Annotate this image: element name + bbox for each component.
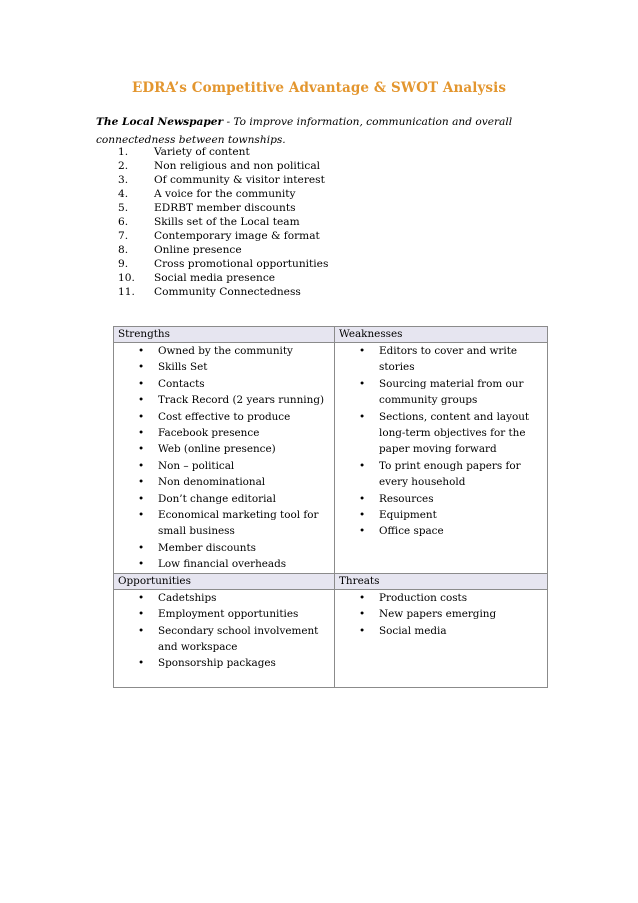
bullet-icon: • bbox=[359, 509, 366, 522]
list-number: 10. bbox=[118, 272, 135, 284]
bullet-item bbox=[138, 540, 330, 556]
list-number: 2. bbox=[118, 160, 129, 172]
bullet-icon: • bbox=[138, 476, 145, 489]
list-text: Cross promotional opportunities bbox=[154, 258, 329, 270]
list-number: 4. bbox=[118, 188, 129, 200]
list-number: 8. bbox=[118, 244, 129, 256]
bullet-item bbox=[138, 441, 330, 457]
bullet-item bbox=[359, 458, 543, 491]
bullet-icon: • bbox=[359, 410, 366, 423]
bullet-item bbox=[359, 507, 543, 523]
bullet-item bbox=[359, 523, 543, 539]
bullet-text: Production costs bbox=[379, 591, 468, 604]
list-item bbox=[118, 271, 328, 285]
bullet-icon: • bbox=[138, 657, 145, 670]
list-text: Skills set of the Local team bbox=[154, 216, 300, 228]
list-number: 6. bbox=[118, 216, 129, 228]
bullet-icon: • bbox=[138, 608, 145, 621]
intro-text: - To improve information, communication and overall connectedness between townships. bbox=[96, 116, 513, 146]
swot-table bbox=[113, 326, 548, 688]
weaknesses-list bbox=[339, 343, 543, 540]
bullet-icon: • bbox=[138, 443, 145, 456]
bullet-item bbox=[138, 409, 330, 425]
threats-header: Threats bbox=[335, 573, 548, 589]
list-item bbox=[118, 285, 328, 299]
list-number: 9. bbox=[118, 258, 129, 270]
swot-header-row bbox=[114, 327, 548, 343]
bullet-icon: • bbox=[138, 509, 145, 522]
strengths-header: Strengths bbox=[114, 327, 335, 343]
bullet-text: Track Record (2 years running) bbox=[158, 394, 325, 407]
bullet-item bbox=[359, 491, 543, 507]
bullet-text: Equipment bbox=[379, 509, 437, 522]
intro-paragraph bbox=[96, 114, 536, 149]
bullet-text: Low financial overheads bbox=[158, 558, 287, 571]
list-text: Variety of content bbox=[154, 146, 250, 158]
bullet-icon: • bbox=[138, 459, 145, 472]
bullet-text: Employment opportunities bbox=[158, 608, 299, 621]
bullet-text: Economical marketing tool for small business bbox=[158, 509, 319, 538]
bullet-icon: • bbox=[138, 361, 145, 374]
strengths-list bbox=[118, 343, 330, 573]
bullet-item bbox=[138, 590, 330, 606]
bullet-item bbox=[138, 556, 330, 572]
bullet-item bbox=[138, 359, 330, 375]
bullet-icon: • bbox=[138, 591, 145, 604]
list-item bbox=[118, 201, 328, 215]
opportunities-header: Opportunities bbox=[114, 573, 335, 589]
bullet-icon: • bbox=[359, 591, 366, 604]
bullet-item bbox=[138, 343, 330, 359]
bullet-item bbox=[138, 507, 330, 540]
list-number: 3. bbox=[118, 174, 129, 186]
list-text: Non religious and non political bbox=[154, 160, 321, 172]
bullet-item bbox=[138, 606, 330, 622]
list-item bbox=[118, 257, 328, 271]
bullet-icon: • bbox=[138, 541, 145, 554]
bullet-item bbox=[359, 623, 543, 639]
bullet-text: To print enough papers for every household bbox=[379, 459, 521, 489]
bullet-icon: • bbox=[138, 492, 145, 505]
bullet-item bbox=[359, 409, 543, 458]
intro-bold: The Local Newspaper bbox=[96, 116, 224, 128]
bullet-text: New papers emerging bbox=[379, 608, 497, 621]
list-text: Community Connectedness bbox=[154, 286, 301, 298]
weaknesses-cell bbox=[335, 343, 548, 574]
bullet-text: Cost effective to produce bbox=[158, 410, 291, 423]
opportunities-cell bbox=[114, 589, 335, 687]
strengths-cell bbox=[114, 343, 335, 574]
bullet-text: Editors to cover and write stories bbox=[379, 345, 518, 374]
bullet-item bbox=[138, 392, 330, 408]
weaknesses-header: Weaknesses bbox=[335, 327, 548, 343]
bullet-item bbox=[359, 376, 543, 409]
list-text: Online presence bbox=[154, 244, 242, 256]
bullet-item bbox=[359, 590, 543, 606]
bullet-text: Office space bbox=[379, 525, 444, 538]
bullet-item bbox=[138, 491, 330, 507]
bullet-item bbox=[138, 376, 330, 392]
bullet-item bbox=[138, 474, 330, 490]
bullet-icon: • bbox=[138, 410, 145, 423]
bullet-icon: • bbox=[138, 427, 145, 440]
bullet-item bbox=[138, 623, 330, 656]
opportunities-list bbox=[118, 590, 330, 672]
bullet-text: Resources bbox=[379, 492, 434, 505]
bullet-text: Don’t change editorial bbox=[158, 492, 276, 505]
bullet-item bbox=[138, 458, 330, 474]
list-item bbox=[118, 229, 328, 243]
list-text: EDRBT member discounts bbox=[154, 202, 296, 214]
bullet-text: Non denominational bbox=[158, 476, 266, 489]
bullet-icon: • bbox=[138, 624, 145, 637]
list-number: 11. bbox=[118, 286, 135, 298]
bullet-icon: • bbox=[359, 608, 366, 621]
list-text: Contemporary image & format bbox=[154, 230, 320, 242]
list-item bbox=[118, 187, 328, 201]
bullet-text: Member discounts bbox=[158, 541, 256, 554]
list-item bbox=[118, 173, 328, 187]
bullet-text: Web (online presence) bbox=[158, 443, 276, 456]
bullet-icon: • bbox=[359, 525, 366, 538]
list-text: A voice for the community bbox=[154, 188, 296, 200]
numbered-list bbox=[118, 145, 328, 299]
list-item bbox=[118, 145, 328, 159]
bullet-text: Cadetships bbox=[158, 591, 217, 604]
bullet-text: Skills Set bbox=[158, 361, 208, 374]
threats-list bbox=[339, 590, 543, 639]
bullet-icon: • bbox=[138, 377, 145, 390]
swot-row bbox=[114, 343, 548, 574]
bullet-icon: • bbox=[138, 558, 145, 571]
threats-cell bbox=[335, 589, 548, 687]
bullet-icon: • bbox=[359, 459, 366, 472]
bullet-icon: • bbox=[138, 345, 145, 357]
list-item bbox=[118, 159, 328, 173]
bullet-icon: • bbox=[359, 377, 366, 390]
bullet-item bbox=[138, 655, 330, 671]
list-item bbox=[118, 243, 328, 257]
bullet-text: Owned by the community bbox=[158, 345, 293, 357]
bullet-text: Secondary school involvement and workspace bbox=[158, 624, 319, 653]
bullet-text: Non – political bbox=[158, 459, 235, 472]
bullet-item bbox=[138, 425, 330, 441]
bullet-icon: • bbox=[359, 492, 366, 505]
list-text: Social media presence bbox=[154, 272, 276, 284]
list-number: 7. bbox=[118, 230, 129, 242]
bullet-icon: • bbox=[359, 345, 366, 357]
bullet-item bbox=[359, 606, 543, 622]
list-item bbox=[118, 215, 328, 229]
swot-row bbox=[114, 589, 548, 687]
bullet-item bbox=[359, 343, 543, 376]
bullet-text: Social media bbox=[379, 624, 447, 637]
list-number: 1. bbox=[118, 146, 129, 158]
bullet-icon: • bbox=[359, 624, 366, 637]
swot-header-row bbox=[114, 573, 548, 589]
bullet-text: Sections, content and layout long-term objectives for the paper moving forward bbox=[379, 410, 530, 456]
bullet-text: Contacts bbox=[158, 377, 205, 390]
bullet-text: Sponsorship packages bbox=[158, 657, 276, 670]
bullet-icon: • bbox=[138, 394, 145, 407]
list-number: 5. bbox=[118, 202, 129, 214]
bullet-text: Sourcing material from our community groups bbox=[379, 377, 524, 407]
bullet-text: Facebook presence bbox=[158, 427, 260, 440]
page-title: EDRA’s Competitive Advantage & SWOT Analysis bbox=[131, 80, 507, 96]
list-text: Of community & visitor interest bbox=[154, 174, 325, 186]
